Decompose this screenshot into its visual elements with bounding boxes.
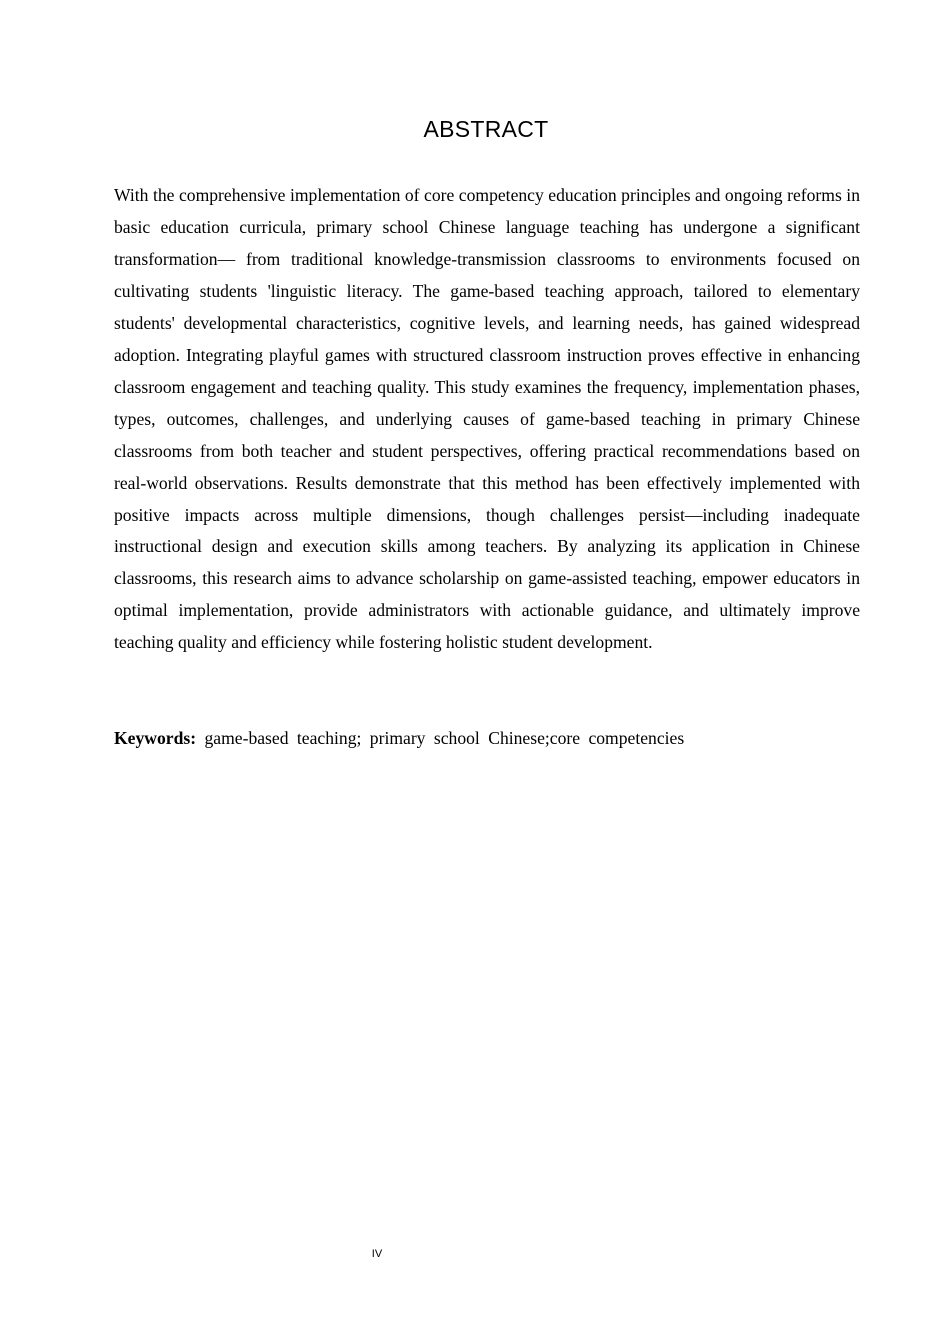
abstract-title: ABSTRACT xyxy=(423,116,549,142)
keywords-label: Keywords: xyxy=(114,728,197,748)
keywords-text: game-based teaching; primary school Chinese;core competencies xyxy=(196,728,685,748)
page-number: IV xyxy=(371,1248,383,1260)
keywords-line xyxy=(114,723,860,755)
abstract-body: With the comprehensive implementation of core competency education principles and ongoing reforms in basic education curricula, primary school Chinese language teaching has undergone a significant transformation— from traditional knowledge-transmission classrooms to environments focused on cultivating students 'linguistic literacy. The game-based teaching approach, tailored to elementary students' developmental characteristics, cognitive levels, and learning needs, has gained widespread adoption. Integrating playful games with structured classroom instruction proves effective in enhancing classroom engagement and teaching quality. This study examines the frequency, implementation phases, types, outcomes, challenges, and underlying causes of game-based teaching in primary Chinese classrooms from both teacher and student perspectives, offering practical recommendations based on real-world observations. Results demonstrate that this method has been effectively implemented with positive impacts across multiple dimensions, though challenges persist—including inadequate instructional design and execution skills among teachers. By analyzing its application in Chinese classrooms, this research aims to advance scholarship on game-assisted teaching, empower educators in optimal implementation, provide administrators with actionable guidance, and ultimately improve teaching quality and efficiency while fostering holistic student development. xyxy=(114,185,860,653)
